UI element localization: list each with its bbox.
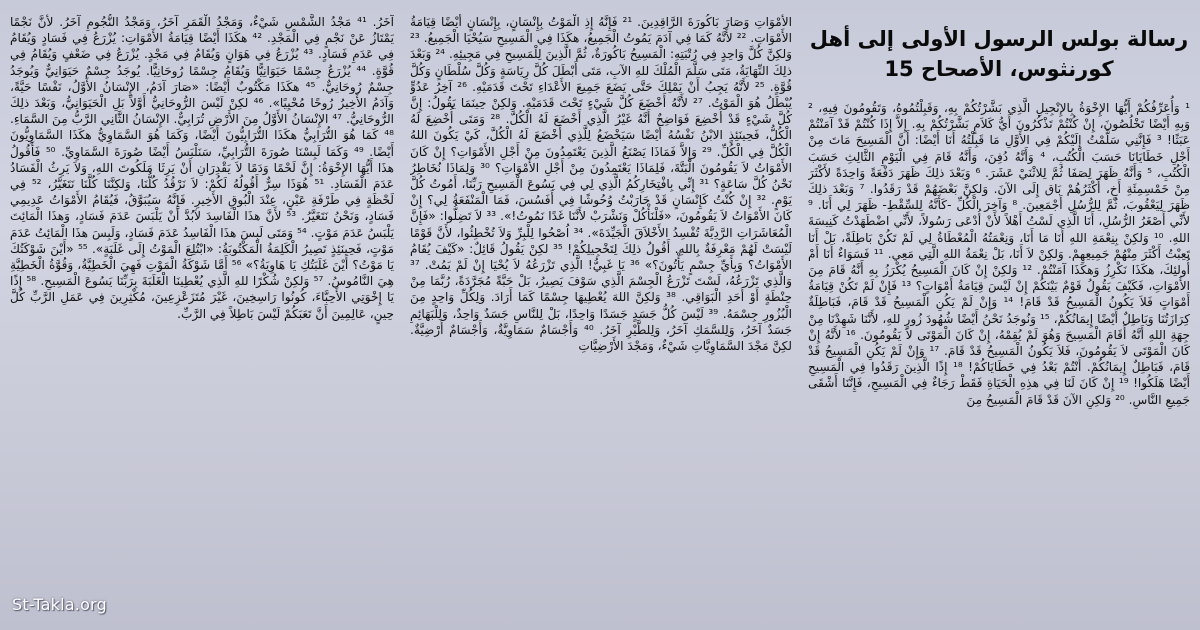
- verses-20-41: الأَمْوَاتِ وَصَارَ بَاكُورَةَ الرَّاقِدِينَ. ²¹ فَإِنَّهُ إِذِ الْمَوْتُ بِإِنْسَانٍ، بِإِنْسَانٍ أَيْضًا قِيَامَةُ الأَمْوَاتِ. ²² لأَنَّهُ كَمَا فِي آدَمَ يَمُوتُ الْجَمِيعُ، هكَذَا فِي الْمَسِيحِ سَيُحْيَا الْجَمِيعُ. ²³ وَلكِنَّ كُلَّ وَاحِدٍ فِي رُتْبَتِهِ: الْمَسِيحُ بَاكُورَةٌ، ثُمَّ الَّذِينَ لِلْمَسِيحِ فِي مَجِيئِهِ. ²⁴ وَبَعْدَ ذلِكَ النِّهَايَةُ، مَتَى سَلَّمَ الْمُلْكَ للهِ الآبِ، مَتَى أَبْطَلَ كُلَّ رِيَاسَةٍ وَكُلَّ سُلْطَانٍ وَكُلَّ قُوَّةٍ. ²⁵ لأَنَّهُ يَجِبُ أَنْ يَمْلِكَ حَتَّى يَضَعَ جَمِيعَ الأَعْدَاءِ تَحْتَ قَدَمَيْهِ. ²⁶ آخِرُ عَدُوٍّ يُبْطَلُ هُوَ الْمَوْتُ. ²⁷ لأَنَّهُ أَخْضَعَ كُلَّ شَيْءٍ تَحْتَ قَدَمَيْهِ. وَلكِنْ حِينَمَا يَقُولُ: إِنَّ كُلَّ شَيْءٍ قَدْ أُخْضِعَ فَوَاضِحٌ أَنَّهُ غَيْرُ الَّذِي أَخْضَعَ لَهُ الْكُلَّ. ²⁸ وَمَتَى أُخْضِعَ لَهُ الْكُلُّ، فَحِينَئِذٍ الابْنُ نَفْسُهُ أَيْضًا سَيَخْضَعُ لِلَّذِي أَخْضَعَ لَهُ الْكُلَّ، كَيْ يَكُونَ اللهُ الْكُلَّ فِي الْكُلِّ. ²⁹ وَإِلاَّ فَمَاذَا يَصْنَعُ الَّذِينَ يَعْتَمِدُونَ مِنْ أَجْلِ الأَمْوَاتِ؟ إِنْ كَانَ الأَمْوَاتُ لاَ يَقُومُونَ الْبَتَّةَ، فَلِمَاذَا يَعْتَمِدُونَ مِنْ أَجْلِ الأَمْوَاتِ؟ ³⁰ وَلِمَاذَا نُخَاطِرُ نَحْنُ كُلَّ سَاعَةٍ؟ ³¹ إِنِّي بِافْتِخَارِكُمُ الَّذِي لِي فِي يَسُوعَ الْمَسِيحِ رَبِّنَا، أَمُوتُ كُلَّ يَوْمٍ. ³² إِنْ كُنْتُ كَإِنْسَانٍ قَدْ حَارَبْتُ وُحُوشًا فِي أَفَسُسَ، فَمَا الْمَنْفَعَةُ لِي؟ إِنْ كَانَ الأَمْوَاتُ لاَ يَقُومُونَ، «فَلْنَأْكُلْ وَنَشْرَبْ لأَنَّنَا غَدًا نَمُوتُ!». ³³ لاَ تَضِلُّوا: «فَإِنَّ الْمُعَاشَرَاتِ الرَّدِيَّةَ تُفْسِدُ الأَخْلاَقَ الْجَيِّدَةَ». ³⁴ اُصْحُوا لِلْبِرِّ وَلاَ تُخْطِئُوا، لأَنَّ قَوْمًا لَيْسَتْ لَهُمْ مَعْرِفَةٌ بِاللهِ. أَقُولُ ذلِكَ لِتَخْجِيلِكُمْ! ³⁵ لكِنْ يَقُولُ قَائِلٌ: «كَيْفَ يُقَامُ الأَمْوَاتُ؟ وَبِأَيِّ جِسْمٍ يَأْتُونَ؟» ³⁶ يَا غَبِيُّ! الَّذِي تَزْرَعُهُ لاَ يُحْيَا إِنْ لَمْ يَمُتْ. ³⁷ وَالَّذِي تَزْرَعُهُ، لَسْتَ تَزْرَعُ الْجِسْمَ الَّذِي سَوْفَ يَصِيرُ، بَلْ حَبَّةً مُجَرَّدَةً، رُبَّمَا مِنْ حِنْطَةٍ أَوْ أَحَدِ الْبَوَاقِي. ³⁸ وَلكِنَّ اللهَ يُعْطِيهَا جِسْمًا كَمَا أَرَادَ. وَلِكُلِّ وَاحِدٍ مِنَ الْبُزُورِ جِسْمَهُ. ³⁹ لَيْسَ كُلُّ جَسَدٍ جَسَدًا وَاحِدًا، بَلْ لِلنَّاسِ جَسَدٌ وَاحِدٌ، وَلِلْبَهَائِمِ جَسَدٌ آخَرُ، وَلِلسَّمَكِ آخَرُ، وَلِلطَّيْرِ آخَرُ. ⁴⁰ وَأَجْسَامٌ سَمَاوِيَّةٌ، وَأَجْسَامٌ أَرْضِيَّةٌ. لكِنَّ مَجْدَ السَّمَاوِيَّاتِ شَيْءٌ، وَمَجْدَ الأَرْضِيَّاتِ: [410, 15, 792, 354]
- column-left-text: [10, 14, 394, 322]
- page-title: رسالة بولس الرسول الأولى إلى أهل كورنثوس، الأصحاح 15: [809, 27, 1189, 81]
- column-left: [10, 14, 394, 619]
- column-right: [808, 14, 1190, 619]
- site-watermark: St-Takla.org: [12, 595, 107, 614]
- verses-1-20: ¹ وَأُعَرِّفُكُمْ أَيُّهَا الإِخْوَةُ بِالإِنْجِيلِ الَّذِي بَشَّرْتُكُمْ بِهِ، وَقَبِلْتُمُوهُ، وَتَقُومُونَ فِيهِ، ² وَبِهِ أَيْضًا تَخْلُصُونَ، إِنْ كُنْتُمْ تَذْكُرُونَ أَيُّ كَلاَمٍ بَشَّرْتُكُمْ بِهِ. إِلاَّ إِذَا كُنْتُمْ قَدْ آمَنْتُمْ عَبَثًا! ³ فَإِنَّنِي سَلَّمْتُ إِلَيْكُمْ فِي الأَوَّلِ مَا قَبِلْتُهُ أَنَا أَيْضًا: أَنَّ الْمَسِيحَ مَاتَ مِنْ أَجْلِ خَطَايَانَا حَسَبَ الْكُتُبِ، ⁴ وَأَنَّهُ دُفِنَ، وَأَنَّهُ قَامَ فِي الْيَوْمِ الثَّالِثِ حَسَبَ الْكُتُبِ، ⁵ وَأَنَّهُ ظَهَرَ لِصَفَا ثُمَّ لِلاثْنَيْ عَشَرَ. ⁶ وَبَعْدَ ذلِكَ ظَهَرَ دَفْعَةً وَاحِدَةً لأَكْثَرَ مِنْ خَمْسِمِئَةِ أَخٍ، أَكْثَرُهُمْ بَاق إِلَى الآنَ. وَلكِنَّ بَعْضَهُمْ قَدْ رَقَدُوا. ⁷ وَبَعْدَ ذلِكَ ظَهَرَ لِيَعْقُوبَ، ثُمَّ لِلرُّسُلِ أَجْمَعِينَ. ⁸ وَآخِرَ الْكُلِّ -كَأَنَّهُ لِلسِّقْطِ- ظَهَرَ لِي أَنَا. ⁹ لأَنِّي أَصْغَرُ الرُّسُلِ، أَنَا الَّذِي لَسْتُ أَهْلاً لأَنْ أُدْعَى رَسُولاً، لأَنِّي اضْطَهَدْتُ كَنِيسَةَ اللهِ. ¹⁰ وَلكِنْ بِنِعْمَةِ اللهِ أَنَا مَا أَنَا، وَنِعْمَتُهُ الْمُعْطَاةُ لِي لَمْ تَكُنْ بَاطِلَةً، بَلْ أَنَا تَعِبْتُ أَكْثَرَ مِنْهُمْ جَمِيعِهِمْ. وَلكِنْ لاَ أَنَا، بَلْ نِعْمَةُ اللهِ الَّتِي مَعِي. ¹¹ فَسَوَاءٌ أَنَا أَمْ أُولئِكَ، هكَذَا نَكْرِزُ وَهكَذَا آمَنْتُمْ. ¹² وَلكِنْ إِنْ كَانَ الْمَسِيحُ يُكْرَزُ بِهِ أَنَّهُ قَامَ مِنَ الأَمْوَاتِ، فَكَيْفَ يَقُولُ قَوْمٌ بَيْنَكُمْ إِنْ لَيْسَ قِيَامَةُ أَمْوَاتٍ؟ ¹³ فَإِنْ لَمْ تَكُنْ قِيَامَةُ أَمْوَاتٍ فَلاَ يَكُونُ الْمَسِيحُ قَدْ قَامَ! ¹⁴ وَإِنْ لَمْ يَكُنِ الْمَسِيحُ قَدْ قَامَ، فَبَاطِلَةٌ كِرَازَتُنَا وَبَاطِلٌ أَيْضًا إِيمَانُكُمْ، ¹⁵ وَنُوجَدُ نَحْنُ أَيْضًا شُهُودَ زُورٍ للهِ، لأَنَّنَا شَهِدْنَا مِنْ جِهَةِ اللهِ أَنَّهُ أَقَامَ الْمَسِيحَ وَهُوَ لَمْ يُقِمْهُ، إِنْ كَانَ الْمَوْتَى لاَ يَقُومُونَ. ¹⁶ لأَنَّهُ إِنْ كَانَ الْمَوْتَى لاَ يَقُومُونَ، فَلاَ يَكُونُ الْمَسِيحُ قَدْ قَامَ. ¹⁷ وَإِنْ لَمْ يَكُنِ الْمَسِيحُ قَدْ قَامَ، فَبَاطِلٌ إِيمَانُكُمْ. أَنْتُمْ بَعْدُ فِي خَطَايَاكُمْ! ¹⁸ إِذًا الَّذِينَ رَقَدُوا فِي الْمَسِيحِ أَيْضًا هَلَكُوا! ¹⁹ إِنْ كَانَ لَنَا فِي هذِهِ الْحَيَاةِ فَقَطْ رَجَاءٌ فِي الْمَسِيحِ، فَإِنَّنَا أَشْقَى جَمِيعِ النَّاسِ. ²⁰ وَلكِنِ الآنَ قَدْ قَامَ الْمَسِيحُ مِنَ: [808, 101, 1190, 407]
- column-middle-text: [410, 14, 792, 354]
- verses-41-58: آخَرُ. ⁴¹ مَجْدُ الشَّمْسِ شَيْءٌ، وَمَجْدُ الْقَمَرِ آخَرُ، وَمَجْدُ النُّجُومِ آخَرُ. لأَنَّ نَجْمًا يَمْتَازُ عَنْ نَجْمٍ فِي الْمَجْدِ. ⁴² هكَذَا أَيْضًا قِيَامَةُ الأَمْوَاتِ: يُزْرَعُ فِي فَسَادٍ وَيُقَامُ فِي عَدَمِ فَسَادٍ. ⁴³ يُزْرَعُ فِي هَوَانٍ وَيُقَامُ فِي مَجْدٍ. يُزْرَعُ فِي ضَعْفٍ وَيُقَامُ فِي قُوَّةٍ. ⁴⁴ يُزْرَعُ جِسْمًا حَيَوَانِيًّا وَيُقَامُ جِسْمًا رُوحَانِيًّا. يُوجَدُ جِسْمٌ حَيَوَانِيٌّ وَيُوجَدُ جِسْمٌ رُوحَانِيٌّ. ⁴⁵ هكَذَا مَكْتُوبٌ أَيْضًا: «صَارَ آدَمُ، الإِنْسَانُ الأَوَّلُ، نَفْسًا حَيَّةً، وَآدَمُ الأَخِيرُ رُوحًا مُحْيِيًا». ⁴⁶ لكِنْ لَيْسَ الرُّوحَانِيُّ أَوَّلاً بَلِ الْحَيَوَانِيُّ، وَبَعْدَ ذلِكَ الرُّوحَانِيُّ. ⁴⁷ الإِنْسَانُ الأَوَّلُ مِنَ الأَرْضِ تُرَابِيٌّ. الإِنْسَانُ الثَّانِي الرَّبُّ مِنَ السَّمَاءِ. ⁴⁸ كَمَا هُوَ التُّرَابِيُّ هكَذَا التُّرَابِيُّونَ أَيْضًا، وَكَمَا هُوَ السَّمَاوِيُّ هكَذَا السَّمَاوِيُّونَ أَيْضًا. ⁴⁹ وَكَمَا لَبِسْنَا صُورَةَ التُّرَابِيِّ، سَنَلْبَسُ أَيْضًا صُورَةَ السَّمَاوِيِّ. ⁵⁰ فَأَقُولُ هذَا أَيُّهَا الإِخْوَةُ: إِنَّ لَحْمًا وَدَمًا لاَ يَقْدِرَانِ أَنْ يَرِثَا مَلَكُوتَ اللهِ، وَلاَ يَرِثُ الْفَسَادُ عَدَمَ الْفَسَادِ. ⁵¹ هُوَذَا سِرٌّ أَقُولُهُ لَكُمْ: لاَ نَرْقُدُ كُلُّنَا، وَلكِنَّنَا كُلَّنَا نَتَغَيَّرُ، ⁵² فِي لَحْظَةٍ فِي طَرْفَةِ عَيْنٍ، عِنْدَ الْبُوقِ الأَخِيرِ. فَإِنَّهُ سَيُبَوَّقُ، فَيُقَامُ الأَمْوَاتُ عَدِيمِي فَسَادٍ، وَنَحْنُ نَتَغَيَّرُ. ⁵³ لأَنَّ هذَا الْفَاسِدَ لاَبُدَّ أَنْ يَلْبَسَ عَدَمَ فَسَادٍ، وَهذَا الْمَائِتَ يَلْبَسُ عَدَمَ مَوْتٍ. ⁵⁴ وَمَتَى لَبِسَ هذَا الْفَاسِدُ عَدَمَ فَسَادٍ، وَلَبِسَ هذَا الْمَائِتُ عَدَمَ مَوْتٍ، فَحِينَئِذٍ تَصِيرُ الْكَلِمَةُ الْمَكْتُوبَةُ: «ابْتُلِعَ الْمَوْتُ إِلَى غَلَبَةٍ». ⁵⁵ «أَيْنَ شَوْكَتُكَ يَا مَوْتُ؟ أَيْنَ غَلَبَتُكِ يَا هَاوِيَةُ؟» ⁵⁶ أَمَّا شَوْكَةُ الْمَوْتِ فَهِيَ الْخَطِيَّةُ، وَقُوَّةُ الْخَطِيَّةِ هِيَ النَّامُوسُ. ⁵⁷ وَلكِنْ شُكْرًا للهِ الَّذِي يُعْطِينَا الْغَلَبَةَ بِرَبِّنَا يَسُوعَ الْمَسِيحِ. ⁵⁸ إِذًا يَا إِخْوَتِي الأَحِبَّاءَ، كُونُوا رَاسِخِينَ، غَيْرَ مُتَزَعْزِعِينَ، مُكْثِرِينَ فِي عَمَلِ الرَّبِّ كُلَّ حِينٍ، عَالِمِينَ أَنَّ تَعَبَكُمْ لَيْسَ بَاطِلاً فِي الرَّبِّ.: [10, 15, 394, 321]
- column-middle: [410, 14, 792, 619]
- column-right-text: [808, 100, 1190, 408]
